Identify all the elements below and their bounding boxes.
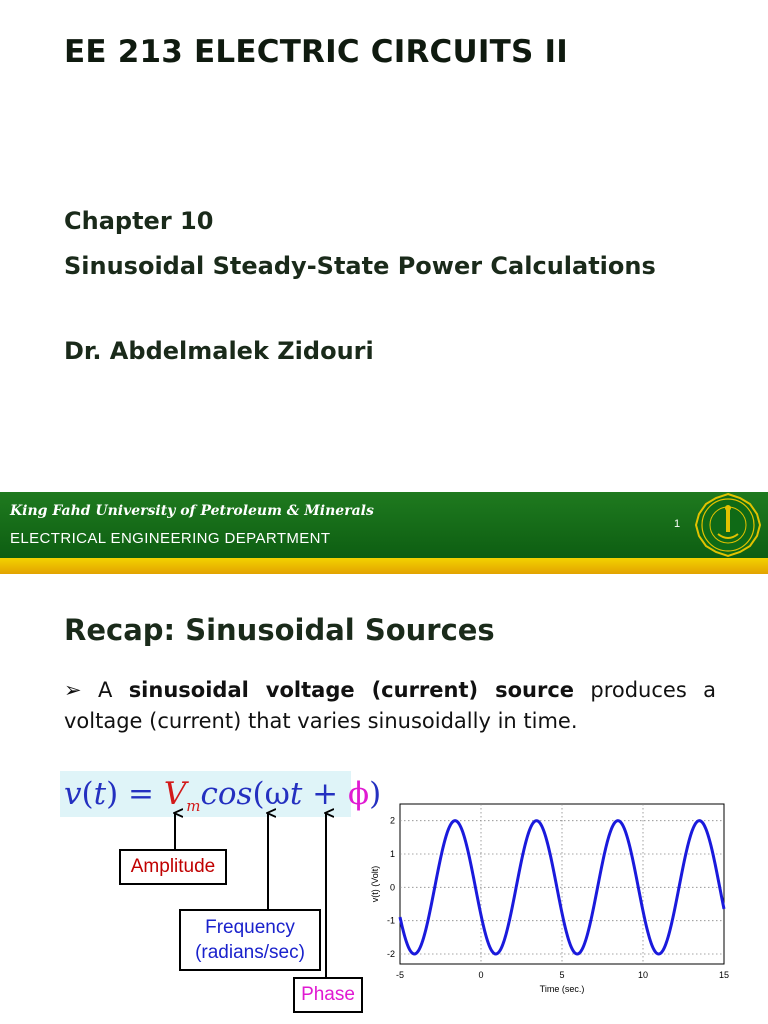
- bullet-pre: A: [97, 678, 129, 702]
- slide-title: EE 213 ELECTRIC CIRCUITS II: [64, 34, 568, 70]
- frequency-label-line1: Frequency: [205, 917, 295, 938]
- eq-t: t: [93, 776, 107, 812]
- eq-plus: +: [302, 776, 348, 812]
- eq-v: v: [64, 776, 82, 812]
- eq-cos: cos: [200, 776, 253, 812]
- y-tick-label: -1: [386, 915, 395, 926]
- university-name: King Fahd University of Petroleum & Minerals: [10, 503, 374, 519]
- amplitude-label: Amplitude: [119, 849, 227, 885]
- y-tick-label: 0: [389, 882, 395, 893]
- eq-equals: =: [118, 776, 164, 812]
- eq-vm-letter: V: [163, 776, 187, 812]
- y-tick-label: 2: [389, 815, 395, 826]
- eq-omega: ω: [264, 776, 290, 812]
- sinusoid-chart: [366, 796, 746, 996]
- author-name: Dr. Abdelmalek Zidouri: [64, 337, 374, 365]
- department-name: ELECTRICAL ENGINEERING DEPARTMENT: [10, 530, 331, 547]
- eq-t-close: ): [106, 776, 119, 812]
- eq-paren-close: ): [369, 776, 382, 812]
- x-tick-label: 10: [637, 970, 649, 980]
- bullet-post: produces a voltage (current) that varies sinusoidally in time.: [64, 678, 716, 733]
- eq-paren-open: (: [252, 776, 265, 812]
- eq-phi: ϕ: [348, 776, 370, 812]
- recap-title: Recap: Sinusoidal Sources: [64, 613, 495, 647]
- x-tick-label: 15: [718, 970, 730, 980]
- chapter-label: Chapter 10: [64, 207, 214, 235]
- eq-t2: t: [289, 776, 303, 812]
- y-tick-label: 1: [389, 849, 395, 859]
- eq-vm-sub: m: [186, 797, 201, 816]
- slide-subtitle: Sinusoidal Steady-State Power Calculations: [64, 252, 656, 280]
- y-tick-label: -2: [386, 949, 395, 959]
- phase-label: Phase: [293, 977, 363, 1013]
- frequency-label-line2: (radians/sec): [195, 942, 305, 963]
- x-tick-label: -5: [395, 970, 405, 980]
- slide-number: 1: [674, 518, 681, 530]
- bullet-marker: ➢: [64, 678, 82, 702]
- y-axis-label: v(t) (Volt): [370, 865, 380, 903]
- eq-t-open: (: [81, 776, 94, 812]
- x-axis-label: Time (sec.): [539, 984, 585, 994]
- frequency-label: [179, 909, 321, 971]
- x-tick-label: 5: [559, 970, 565, 980]
- x-tick-label: 0: [478, 970, 484, 980]
- bullet-bold: sinusoidal voltage (current) source: [128, 678, 575, 702]
